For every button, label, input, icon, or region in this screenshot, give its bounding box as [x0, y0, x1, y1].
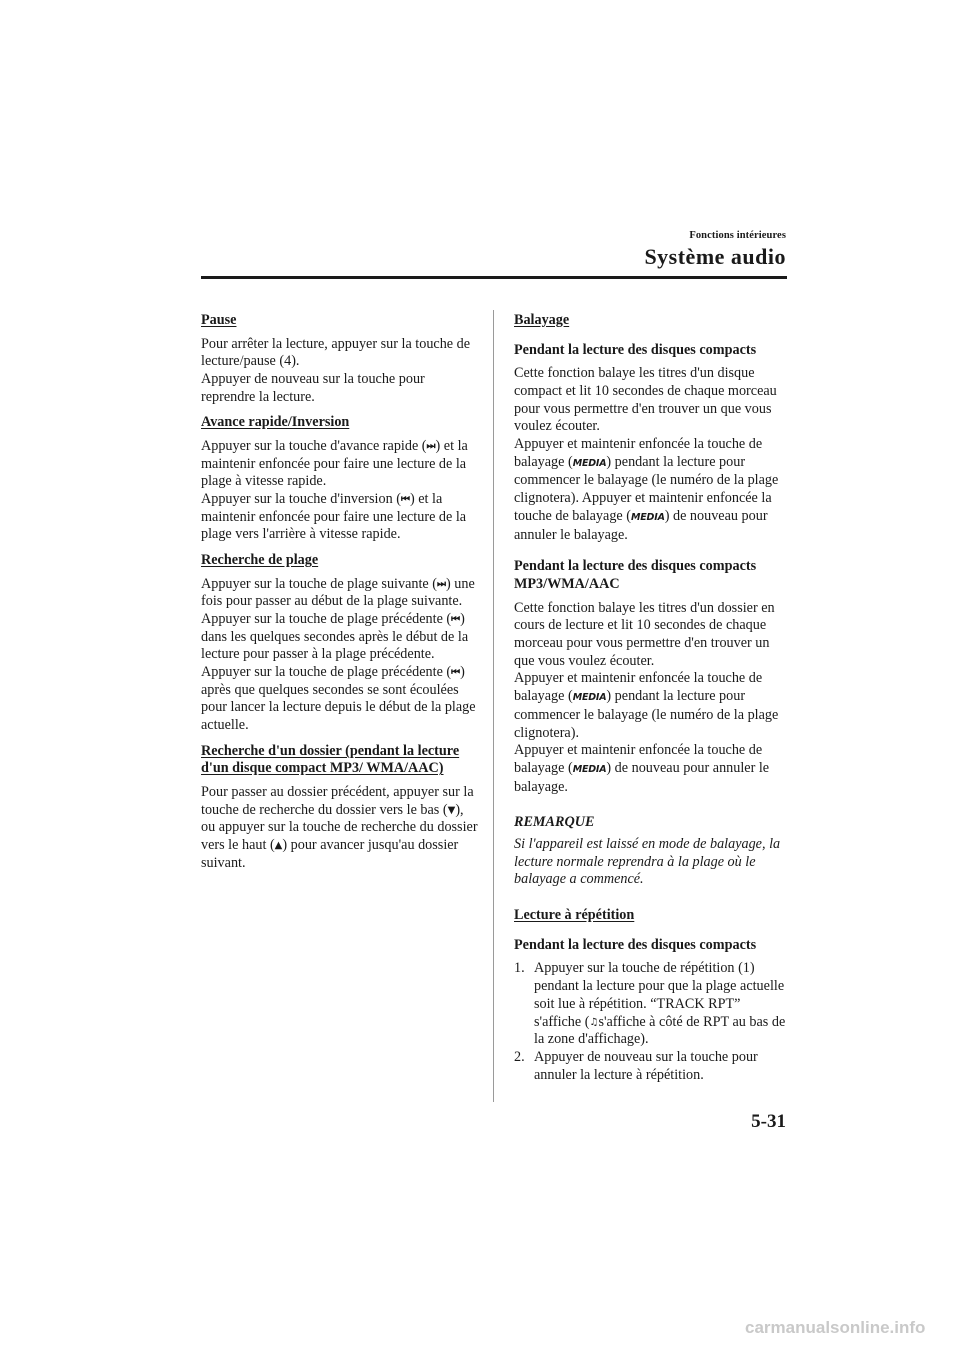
note-text: Si l'appareil est laissé en mode de balayage, la lecture normale reprendra à la plage où le balayage a commencé.: [514, 836, 781, 888]
right-column: [514, 312, 790, 1084]
list-item: 1. Appuyer sur la touche de répétition (1) pendant la lecture pour que la plage actuelle soit lue à répétition. “TRACK RPT” s'affiche (♫s'affiche à côté de RPT au bas de la zone d'affichage).: [514, 960, 786, 1048]
prev-track-icon: ⏮: [451, 613, 461, 625]
note-heading: REMARQUE: [514, 814, 595, 831]
next-track-icon: ⏭: [426, 440, 436, 452]
heading-avance-rapide: Avance rapide/Inversion: [201, 414, 350, 431]
paragraph: Cette fonction balaye les titres d'un dossier en cours de lecture et lit 10 secondes de chaque morceau pour vous permettre d'en trouver un que vous voulez écouter. Appuyer et maintenir enfoncée la touche de balayage (MEDIA) pendant la lecture pour commencer le balayage (le numéro de la plage clignotera). Appuyer et maintenir enfoncée la touche de balayage (MEDIA) de nouveau pour annuler le balayage.: [514, 599, 779, 795]
paragraph: Pour passer au dossier précédent, appuyer sur la touche de recherche du dossier vers le bas (▼), ou appuyer sur la touche de recherche du dossier vers le haut (▲) pour avancer jusqu'au dossier suivant.: [201, 783, 478, 871]
paragraph: Cette fonction balaye les titres d'un disque compact et lit 10 secondes de chaque morceau pour vous permettre d'en trouver un que vous voulez écouter. Appuyer et maintenir enfoncée la touche de balayage (MEDIA) pendant la lecture pour commencer le balayage (le numéro de la plage clignotera). Appuyer et maintenir enfoncée la touche de balayage (MEDIA) de nouveau pour annuler le balayage.: [514, 365, 779, 543]
heading-balayage: Balayage: [514, 312, 570, 328]
watermark: carmanualsonline.info: [745, 1318, 926, 1337]
list-item: 2. Appuyer de nouveau sur la touche pour annuler la lecture à répétition.: [514, 1048, 758, 1083]
paragraph: Appuyer sur la touche d'avance rapide (⏭) et la maintenir enfoncée pour faire une lecture de la plage à vitesse rapide. Appuyer sur la touche d'inversion (⏮) et la maintenir enfoncée pour faire une lecture de la plage vers l'arrière à vitesse rapide.: [201, 437, 468, 543]
prev-track-icon: ⏮: [400, 493, 410, 505]
heading-recherche-plage: Recherche de plage: [201, 552, 319, 569]
column-divider: [493, 310, 494, 1102]
subheading: Pendant la lecture des disques compacts: [514, 936, 757, 953]
heading-recherche-dossier: Recherche d'un dossier (pendant la lecture d'un disque compact MP3/ WMA/AAC): [201, 742, 460, 777]
left-column: [201, 312, 479, 880]
paragraph: Pour arrêter la lecture, appuyer sur la touche de lecture/pause (4). Appuyer de nouveau sur la touche pour reprendre la lecture.: [201, 335, 471, 405]
media-icon: MEDIA: [572, 692, 607, 704]
heading-pause: Pause: [201, 312, 237, 328]
paragraph: Appuyer sur la touche de plage suivante (⏭) une fois pour passer au début de la plage suivante. Appuyer sur la touche de plage précédente (⏮) dans les quelques secondes après le début de la lecture pour passer à la plage précédente. Appuyer sur la touche de plage précédente (⏮) après que quelques secondes se sont écoulées pour lancer la lecture depuis le début de la plage actuelle.: [201, 575, 476, 734]
header-rule: [201, 276, 787, 279]
heading-lecture-repetition: Lecture à répétition: [514, 907, 635, 924]
music-note-icon: ♫: [589, 1016, 599, 1028]
page-number: 5-31: [751, 1111, 786, 1132]
page-title: Système audio: [644, 244, 786, 269]
folder-up-icon: ▲: [274, 839, 283, 851]
media-icon: MEDIA: [572, 457, 607, 469]
prev-track-icon: ⏮: [451, 667, 461, 679]
steps-list: [514, 960, 790, 1084]
media-icon: MEDIA: [572, 763, 607, 775]
subheading: Pendant la lecture des disques compacts: [514, 341, 757, 358]
subheading: Pendant la lecture des disques compacts MP3/WMA/AAC: [514, 558, 757, 592]
section-label: Fonctions intérieures: [689, 230, 786, 241]
media-icon: MEDIA: [631, 511, 665, 523]
folder-down-icon: ▼: [447, 804, 456, 816]
next-track-icon: ⏭: [437, 578, 446, 590]
